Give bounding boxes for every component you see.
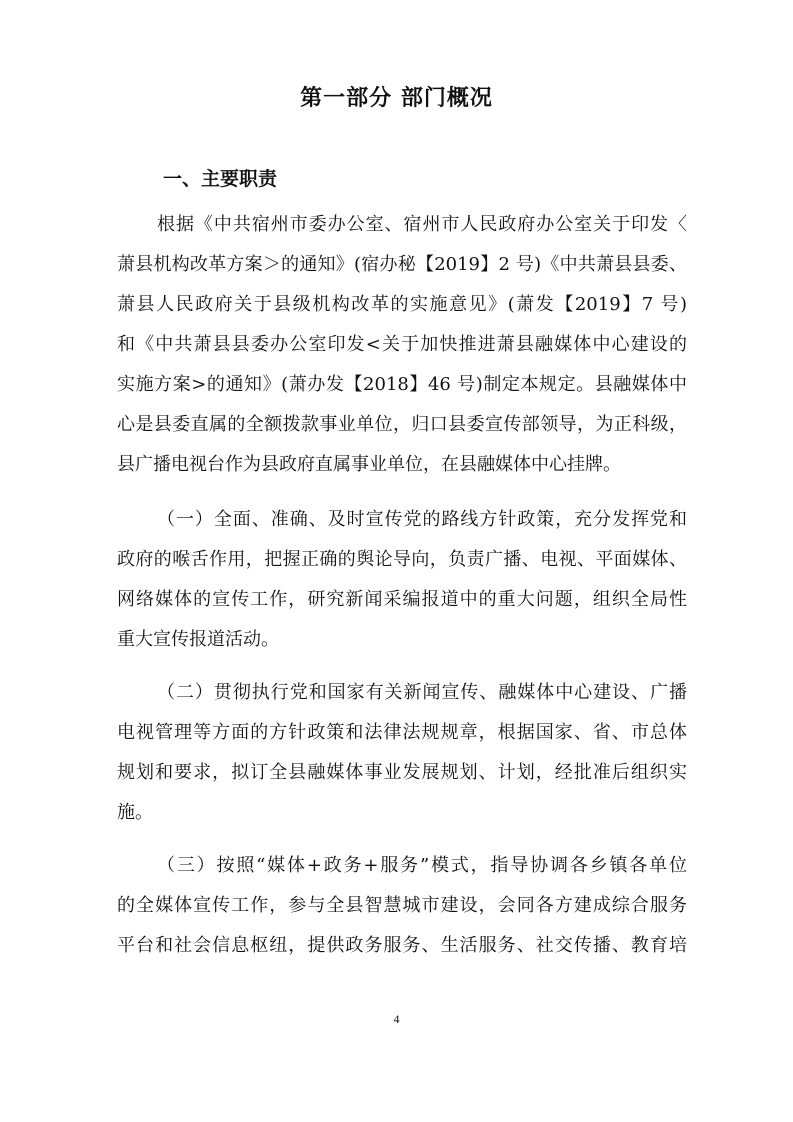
paragraph-line: 规划和要求，拟订全县融媒体事业发展规划、计划，经批准后组织实: [117, 762, 687, 783]
paragraph-duty-3: [117, 846, 687, 966]
paragraph-line: （三）按照“媒体+政务+服务”模式，指导协调各乡镇各单位: [157, 855, 687, 876]
section-heading: 一、主要职责: [163, 168, 278, 190]
page-number: 4: [393, 1012, 400, 1026]
paragraph-line: 心是县委直属的全额拨款事业单位，归口县委宣传部领导，为正科级，: [117, 414, 687, 435]
paragraph-line: 根据《中共宿州市委办公室、宿州市人民政府办公室关于印发〈: [157, 214, 687, 235]
paragraph-line: （一）全面、准确、及时宣传党的路线方针政策，充分发挥党和: [157, 509, 687, 530]
paragraph-line: 施。: [117, 802, 153, 823]
paragraph-line: 县广播电视台作为县政府直属事业单位，在县融媒体中心挂牌。: [117, 454, 621, 475]
paragraph-line: （二）贯彻执行党和国家有关新闻宣传、融媒体中心建设、广播: [157, 682, 687, 703]
paragraph-line: 实施方案>的通知》(萧办发【2018】46 号)制定本规定。县融媒体中: [117, 374, 687, 395]
page-title: 第一部分 部门概况: [300, 86, 493, 111]
paragraph-line: 平台和社会信息枢纽，提供政务服务、生活服务、社交传播、教育培: [117, 935, 687, 956]
paragraph-line: 的全媒体宣传工作，参与全县智慧城市建设，会同各方建成综合服务: [117, 895, 687, 916]
paragraph-basis: [117, 205, 687, 485]
paragraph-duty-1: [117, 500, 687, 660]
paragraph-line: 重大宣传报道活动。: [117, 629, 279, 650]
paragraph-line: 萧县人民政府关于县级机构改革的实施意见》(萧发【2019】7 号): [117, 294, 687, 315]
paragraph-duty-2: [117, 673, 687, 833]
paragraph-line: 和《中共萧县县委办公室印发<关于加快推进萧县融媒体中心建设的: [117, 334, 687, 355]
paragraph-line: 网络媒体的宣传工作，研究新闻采编报道中的重大问题，组织全局性: [117, 589, 687, 610]
paragraph-line: 电视管理等方面的方针政策和法律法规规章，根据国家、省、市总体: [117, 722, 687, 743]
paragraph-line: 政府的喉舌作用，把握正确的舆论导向，负责广播、电视、平面媒体、: [117, 549, 687, 570]
paragraph-line: 萧县机构改革方案＞的通知》(宿办秘【2019】2 号)《中共萧县县委、: [117, 254, 687, 275]
